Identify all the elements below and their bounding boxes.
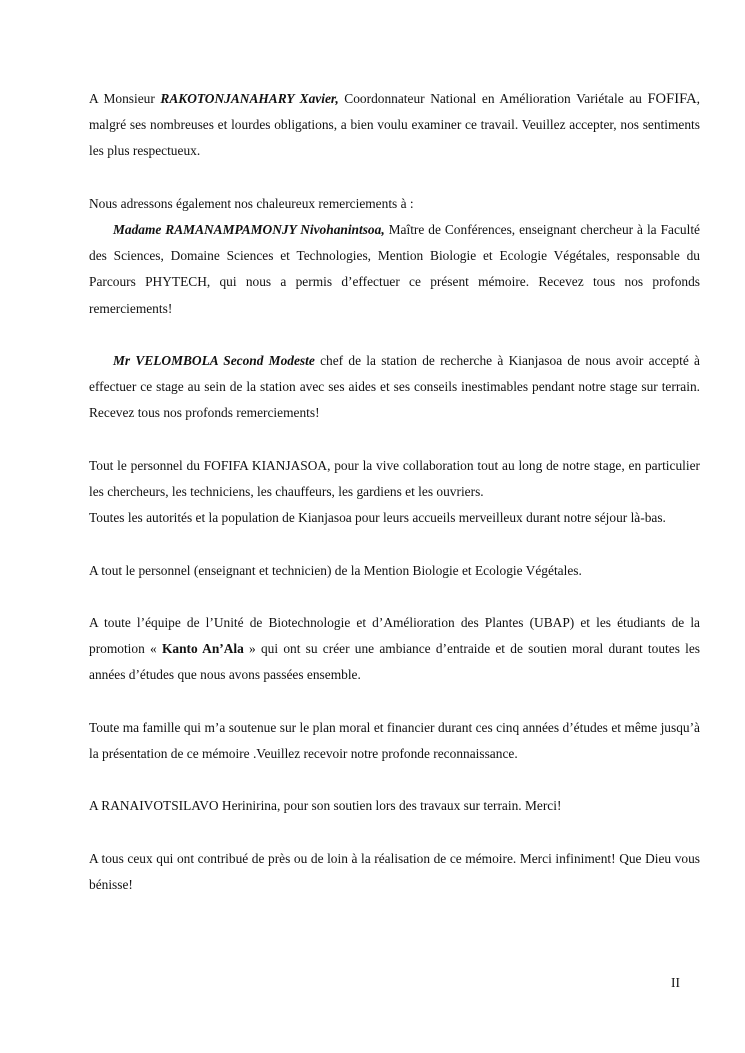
acknowledgements-page	[89, 86, 700, 898]
text-part: , malgré ses nombreuses et lourdes obligations, a bien voulu examiner ce travail. Veuillez accepter, nos sentiments les plus respectueux.	[89, 91, 701, 159]
paragraph-ranaivotsilavo: A RANAIVOTSILAVO Herinirina, pour son soutien lors des travaux sur terrain. Merci!	[89, 798, 562, 814]
paragraph-gap	[89, 767, 700, 793]
paragraph-mention: A tout le personnel (enseignant et technicien) de la Mention Biologie et Ecologie Végétales.	[89, 562, 582, 578]
text-part: » qui ont su créer une ambiance d’entraide et de soutien moral durant toutes les années d’études que nous avons passées ensemble.	[89, 641, 701, 683]
paragraph-gap	[89, 165, 700, 191]
paragraph-fofifa-personnel: Tout le personnel du FOFIFA KIANJASOA, pour la vive collaboration tout au long de notre stage, en particulier les chercheurs, les techniciens, les chauffeurs, les gardiens et les ouvriers.	[89, 457, 700, 499]
paragraph-famille: Toute ma famille qui m’a soutenue sur le plan moral et financier durant ces cinq années d’études et même jusqu’à la présentation de ce mémoire .Veuillez recevoir notre profonde reconnaissance.	[89, 719, 700, 761]
text-part: chef de la station de recherche à Kianjasoa de nous avoir accepté à effectuer ce stage au sein de la station avec ses aides et ses conseils inestimables pendant notre stage sur terrain. Recevez tous nos profonds remerciements!	[89, 353, 701, 421]
paragraph-velombola	[89, 348, 700, 427]
paragraph-gap	[89, 322, 700, 348]
paragraph-ubap	[89, 610, 700, 689]
paragraph-gap	[89, 584, 700, 610]
name-rakotonjanahary: RAKOTONJANAHARY Xavier,	[160, 91, 339, 106]
paragraph-gap	[89, 689, 700, 715]
org-fofifa: FOFIFA	[647, 91, 697, 107]
paragraph-ramanampamonjy	[89, 217, 700, 322]
paragraph-intro: Nous adressons également nos chaleureux remerciements à :	[89, 195, 414, 211]
text-part: Coordonnateur National en Amélioration Variétale au	[338, 91, 648, 106]
text-part: A toute l’équipe de l’Unité de Biotechnologie et d’Amélioration des Plantes (UBAP) et les étudiants de la promotion «	[89, 614, 700, 657]
promotion-name: Kanto An’Ala	[161, 641, 244, 657]
name-velombola: Mr VELOMBOLA Second Modeste	[113, 353, 315, 368]
paragraph-kianjasoa: Toutes les autorités et la population de Kianjasoa pour leurs accueils merveilleux durant notre séjour là-bas.	[89, 510, 666, 526]
name-ramanampamonjy: Madame RAMANAMPAMONJY Nivohanintsoa,	[113, 222, 385, 237]
paragraph-closing: A tous ceux qui ont contribué de près ou de loin à la réalisation de ce mémoire. Merci infiniment! Que Dieu vous bénisse!	[89, 850, 700, 892]
paragraph-gap	[89, 820, 700, 846]
paragraph-rakotonjanahary	[89, 86, 700, 165]
paragraph-gap	[89, 427, 700, 453]
paragraph-gap	[89, 531, 700, 557]
text-part: Maître de Conférences, enseignant chercheur à la Faculté des Sciences, Domaine Sciences et Technologies, Mention Biologie et Ecologie Végétales, responsable du Parcours PHYTECH, qui nous a permis d’effectuer ce présent mémoire. Recevez tous nos profonds remerciements!	[89, 222, 700, 316]
page-number: II	[671, 975, 680, 990]
text-prefix: A Monsieur	[89, 91, 161, 106]
